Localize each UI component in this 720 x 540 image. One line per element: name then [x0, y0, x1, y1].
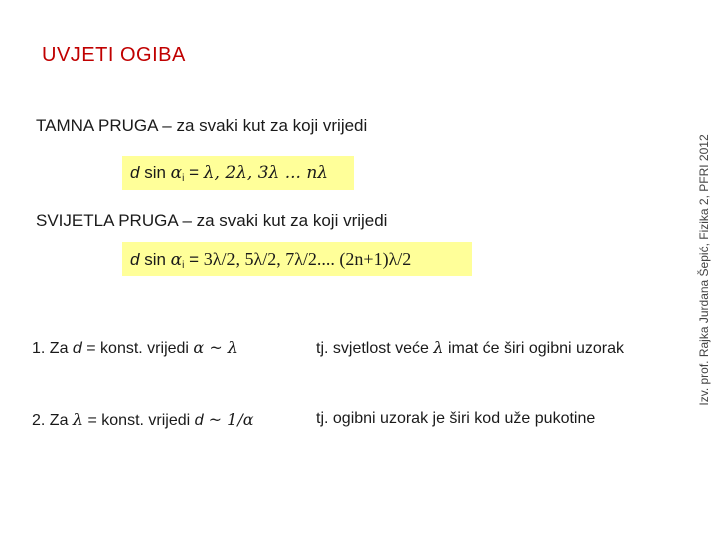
rule-2-rel-rest: ~ 1/α [203, 410, 254, 429]
formula-terms: 3λ/2, 5λ/2, 7λ/2.... (2n+1)λ/2 [203, 249, 412, 269]
dark-fringe-formula [122, 156, 354, 190]
rule-1-note-b: imat će širi ogibni uzorak [443, 340, 625, 357]
formula-alpha: α [170, 163, 183, 183]
rule-2-note: tj. ogibni uzorak je širi kod uže pukotine [316, 410, 596, 427]
rule-1-note-a: tj. svjetlost veće [316, 340, 434, 357]
rule-2-var: λ [72, 410, 84, 429]
bright-fringe-heading: SVIJETLA PRUGA – za svaki kut za koji vrijedi [36, 211, 388, 230]
formula-equals: = [184, 163, 204, 182]
formula-sin: sin [139, 250, 171, 269]
rule-1-var: d [72, 340, 82, 357]
rule-1-relation: α ~ λ [193, 338, 238, 357]
formula-alpha: α [170, 250, 183, 270]
rule-1-note-lambda: λ [433, 338, 444, 357]
formula-lambda: λ [317, 163, 329, 183]
bright-fringe-formula [122, 242, 472, 276]
rule-2-mid: = konst. vrijedi [83, 412, 195, 429]
rule-2-lead: 2. Za [32, 412, 73, 429]
slide-title: UVJETI OGIBA [42, 44, 186, 66]
rule-1-mid: = konst. vrijedi [81, 340, 194, 357]
formula-equals: = [184, 250, 204, 269]
author-sidebar [694, 0, 714, 540]
formula-subscript: i [182, 260, 185, 271]
formula-subscript: i [182, 173, 185, 184]
formula-d: d [130, 163, 140, 182]
formula-d: d [130, 250, 140, 269]
rule-1-note [316, 338, 624, 358]
rule-1-lead: 1. Za [32, 340, 73, 357]
rule-1 [32, 338, 238, 358]
author-credit: Izv. prof. Rajka Jurdana Šepić, Fizika 2, PFRI 2012 [697, 134, 711, 406]
rule-2-rel-var: d [194, 412, 204, 429]
formula-sin: sin [139, 163, 171, 182]
rule-2 [32, 410, 254, 430]
formula-terms: λ, 2λ, 3λ ... n [203, 163, 318, 183]
dark-fringe-heading: TAMNA PRUGA – za svaki kut za koji vrijedi [36, 116, 368, 135]
